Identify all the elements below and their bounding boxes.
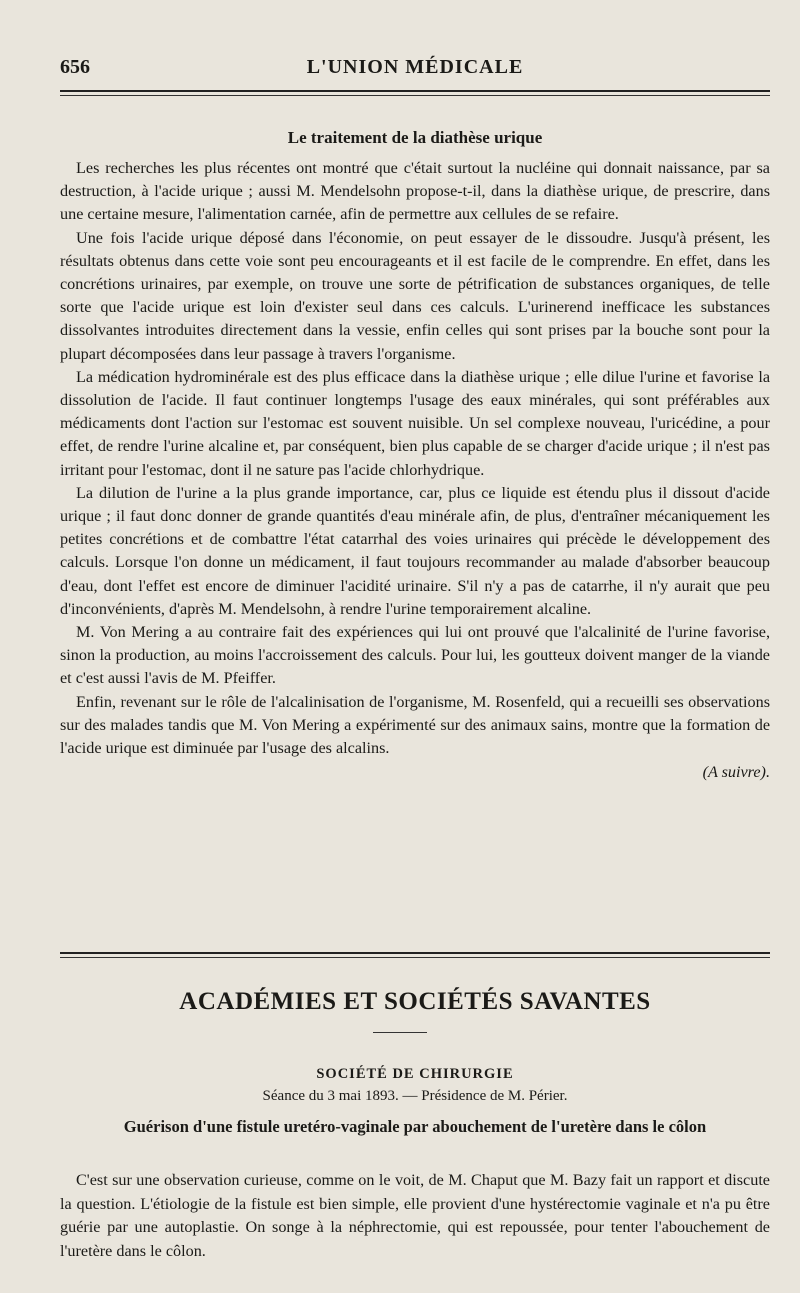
section-title: ACADÉMIES ET SOCIÉTÉS SAVANTES (179, 988, 651, 1015)
journal-title: L'UNION MÉDICALE (306, 56, 524, 78)
page-number: 656 (60, 56, 90, 78)
section-separator-thin (60, 957, 770, 958)
paragraph: M. Von Mering a au contraire fait des expériences qui lui ont prouvé que l'alcalinité de l'urine favorise, sinon la production, au moins l'accroissement des calculs. Pour lui, les goutteux doivent manger de la viande et c'est aussi l'avis de M. Pfeiffer. (60, 623, 770, 688)
continued-note: (A suivre). (702, 763, 770, 782)
society-name: SOCIÉTÉ DE CHIRURGIE (316, 1066, 514, 1082)
paragraph: C'est sur une observation curieuse, comme on le voit, de M. Chaput que M. Bazy fait un rapport et discute la question. L'étiologie de la fistule est bien simple, elle provient d'une hystérectomie vaginale et n'a pu être guérie par une autoplastie. On songe à la néphrectomie, qui est repoussée, pour tenter l'abouchement de l'uretère dans le côlon. (60, 1171, 770, 1260)
article-body (60, 157, 770, 784)
page-header (60, 56, 770, 86)
header-rule-thin (60, 95, 770, 96)
case-title: Guérison d'une fistule uretéro-vaginale par abouchement de l'uretère dans le côlon (123, 1117, 707, 1136)
session-line: Séance du 3 mai 1893. — Présidence de M. Périer. (262, 1088, 568, 1104)
case-body (60, 1169, 770, 1263)
article-title: Le traitement de la diathèse urique (287, 128, 543, 147)
header-rule (60, 90, 770, 92)
paragraph: La dilution de l'urine a la plus grande importance, car, plus ce liquide est étendu plus il dissout d'acide urique ; il faut donc donner de grande quantités d'eau minérale afin, de plus, d'entraîner mécaniquement les petites concrétions et de combattre l'état catarrhal des voies urinaires qui précède le développement des calculs. Lorsque l'on donne un médicament, il faut toujours recommander au malade d'absorber beaucoup d'eau, dont l'effet est encore de diminuer l'acidité urinaire. S'il n'y a pas de catarrhe, il n'y aurait que peu d'inconvénients, d'après M. Mendelsohn, à rendre l'urine temporairement alcaline. (60, 483, 770, 618)
paragraph: La médication hydrominérale est des plus efficace dans la diathèse urique ; elle dilue l'urine et favorise la dissolution de l'acide. Il faut continuer longtemps l'usage des eaux minérales, qui sont préférables aux médicaments dont l'action sur l'estomac est souvent nuisible. Un sel complexe nouveau, l'uricédine, a pour effet, de rendre l'urine alcaline et, par conséquent, bien plus capable de se charger d'acide urique ; il n'est pas irritant pour l'estomac, dont il ne sature pas l'acide chlorhydrique. (60, 367, 770, 479)
paragraph: Une fois l'acide urique déposé dans l'économie, on peut essayer de le dissoudre. Jusqu'à présent, les résultats obtenus dans cette voie sont peu encourageants et il est facile de le comprendre. En effet, dans les concrétions urinaires, par exemple, on trouve une sorte de pétrification de substances organiques, de telle sorte que l'acide urique est loin d'exister seul dans ces calculs. L'urinerend inefficace les substances dissolvantes introduites directement dans la vessie, enfin celles qui sont prises par la bouche sont pour la plupart décomposées dans leur passage à travers l'organisme. (60, 228, 770, 363)
section-separator (60, 952, 770, 954)
short-divider (373, 1032, 427, 1033)
paragraph: Les recherches les plus récentes ont montré que c'était surtout la nucléine qui donnait naissance, par sa destruction, à l'acide urique ; aussi M. Mendelsohn propose-t-il, dans la diathèse urique, de prescrire, dans une certaine mesure, l'alimentation carnée, afin de permettre aux cellules de se refaire. (60, 159, 770, 224)
paragraph: Enfin, revenant sur le rôle de l'alcalinisation de l'organisme, M. Rosenfeld, qui a recueilli ses observations sur des malades tandis que M. Von Mering a expérimenté sur des animaux sains, montre que la formation de l'acide urique est diminuée par l'usage des alcalins. (60, 692, 770, 758)
